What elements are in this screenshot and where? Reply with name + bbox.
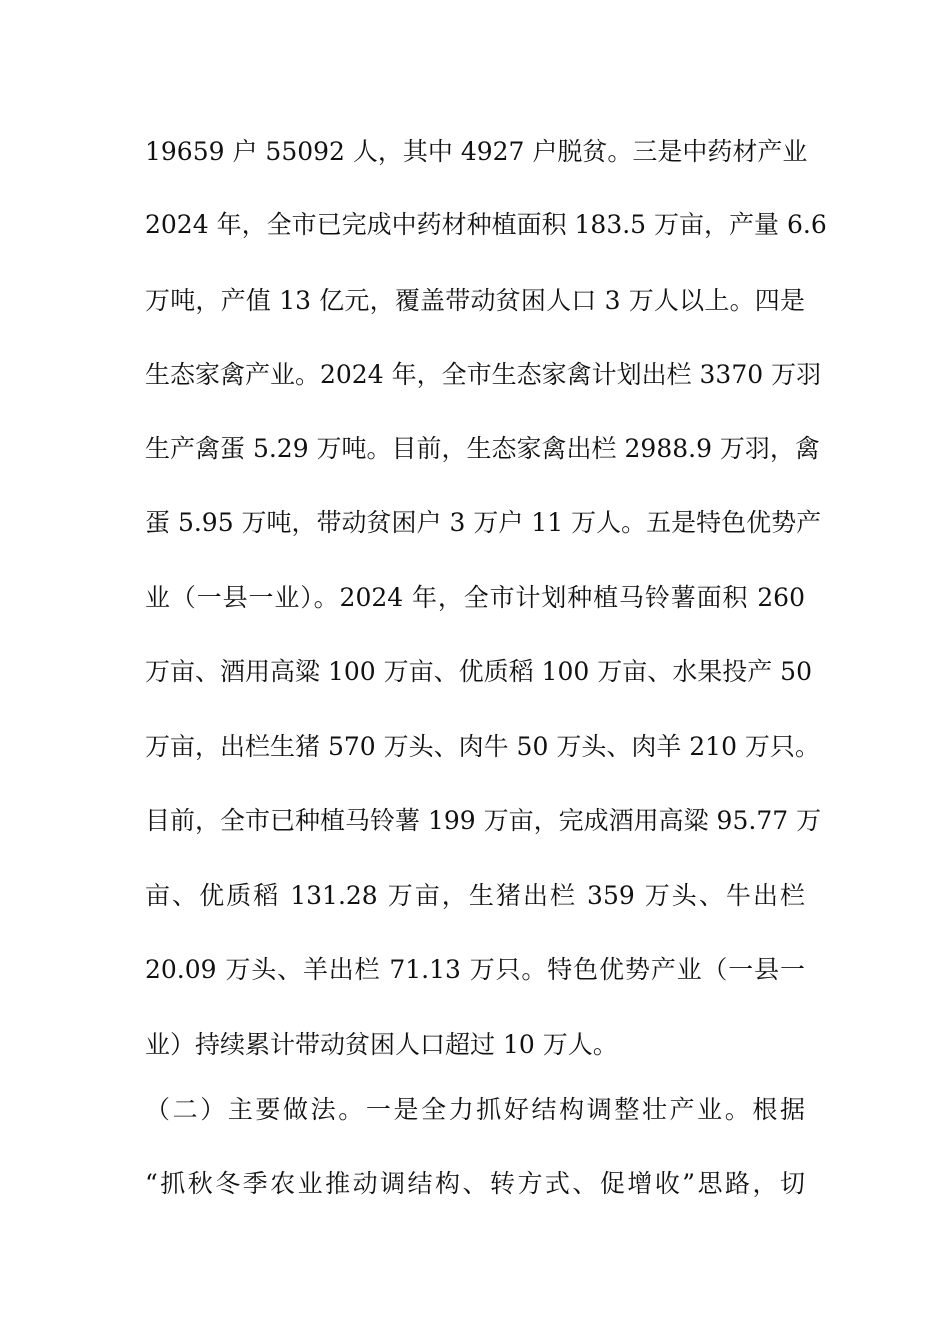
text-line-15: “抓秋冬季农业推动调结构、转方式、促增收”思路，切 <box>145 1169 805 1198</box>
text-line-7: 业（一县一业）。2024 年，全市计划种植马铃薯面积 260 <box>145 583 805 612</box>
text-line-8: 万亩、酒用高粱 100 万亩、优质稻 100 万亩、水果投产 50 <box>145 657 812 686</box>
text-line-3: 万吨，产值 13 亿元，覆盖带动贫困人口 3 万人以上。四是 <box>145 286 805 315</box>
text-line-5: 生产禽蛋 5.29 万吨。目前，生态家禽出栏 2988.9 万羽，禽 <box>145 434 820 463</box>
text-line-10: 目前，全市已种植马铃薯 199 万亩，完成酒用高粱 95.77 万 <box>145 806 822 835</box>
section-heading-line: （二）主要做法。一是全力抓好结构调整壮产业。根据 <box>145 1095 805 1124</box>
text-line-4: 生态家禽产业。2024 年，全市生态家禽计划出栏 3370 万羽 <box>145 360 822 389</box>
text-line-6: 蛋 5.95 万吨，带动贫困户 3 万户 11 万人。五是特色优势产 <box>145 508 822 537</box>
text-line-13: 业）持续累计带动贫困人口超过 10 万人。 <box>145 1030 618 1059</box>
text-line-1: 19659 户 55092 人，其中 4927 户脱贫。三是中药材产业 <box>145 137 808 166</box>
text-line-12: 20.09 万头、羊出栏 71.13 万只。特色优势产业（一县一 <box>145 955 805 984</box>
text-line-2: 2024 年，全市已完成中药材种植面积 183.5 万亩，产量 6.6 <box>145 210 827 239</box>
text-line-11: 亩、优质稻 131.28 万亩，生猪出栏 359 万头、牛出栏 <box>145 881 805 910</box>
text-line-9: 万亩，出栏生猪 570 万头、肉牛 50 万头、肉羊 210 万只。 <box>145 732 820 761</box>
